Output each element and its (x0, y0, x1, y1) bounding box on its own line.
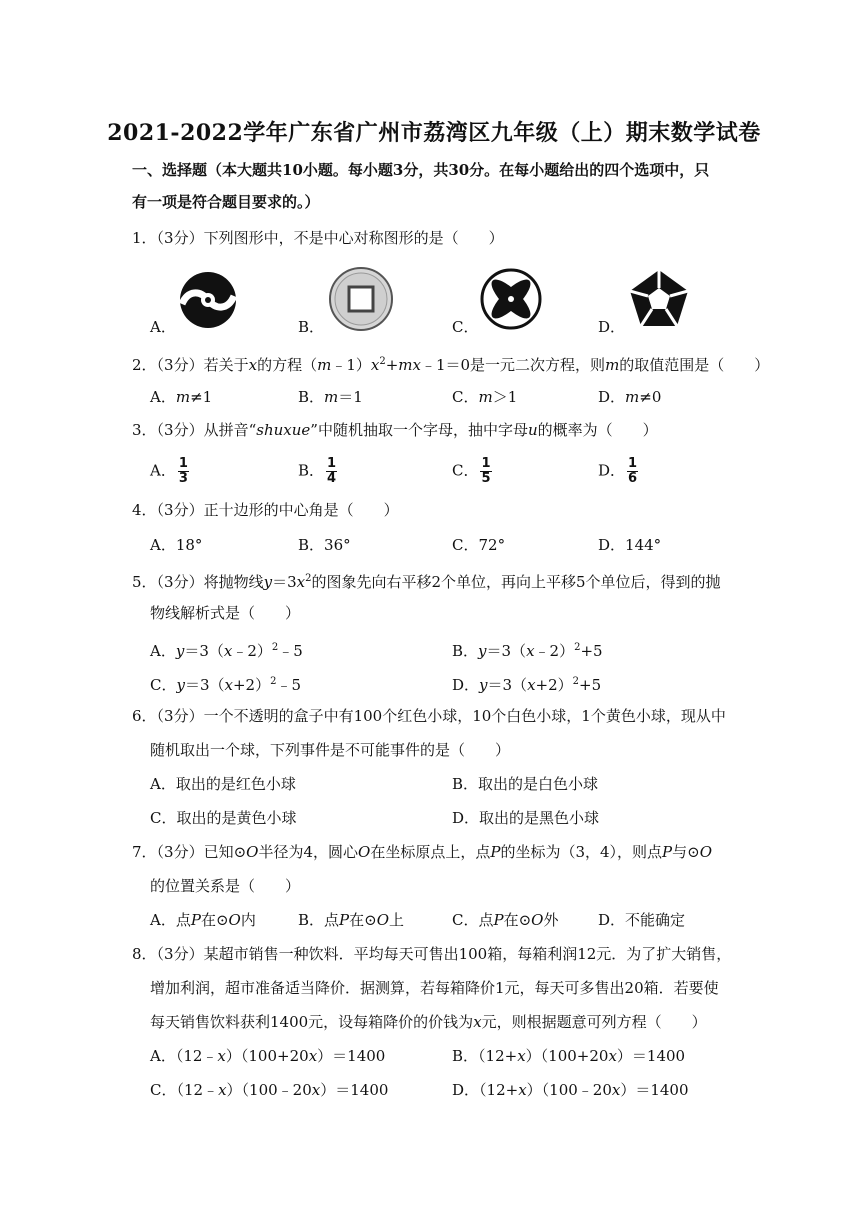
section-header-line2: 有一项是符合题目要求的。） (132, 193, 320, 211)
q3-option-b: B． $\frac{1}{4}$ (298, 456, 337, 486)
q5-stem-line1: 5．（3分）将抛物线$y=3x^2$的图象先向右平移2个单位，再向上平移5个单位后，得到的抛 (132, 573, 721, 591)
q2-option-d: D．m≠0 (598, 388, 662, 406)
q5-option-d: D．$y=3(x+2)^2+5$ (452, 676, 602, 694)
q4-option-d: D．144° (598, 536, 662, 554)
q5-option-b: B．y＝3（x﹣2）$^2$+5 (452, 642, 603, 660)
q2-option-a: A．m≠1 (150, 388, 213, 406)
q8-option-d: D．（12+x）（100﹣20x）＝1400 (452, 1081, 689, 1099)
q8-option-c: C．（12﹣x）（100﹣20x）＝1400 (150, 1081, 389, 1099)
q6-stem-line2: 随机取出一个球，下列事件是不可能事件的是（ ） (150, 741, 511, 759)
q8-option-b: B．（12+x）（100+20x）＝1400 (452, 1047, 686, 1065)
q1-figure-c (480, 268, 542, 330)
q6-option-b: B．取出的是白色小球 (452, 775, 599, 793)
q2-option-b: B．m＝1 (298, 388, 363, 406)
q6-option-a: A．取出的是红色小球 (150, 775, 296, 793)
q4-option-c: C．72° (452, 536, 506, 554)
q5-option-c: C．$y=3(x+2)^2﹣5$ (150, 676, 302, 694)
q3-stem: 3．（3分）从拼音“shuxue”中随机抽取一个字母，抽中字母u的概率为（ ） (132, 421, 658, 439)
q5-option-a: A．y＝3（x﹣2）$^2$﹣5 (150, 642, 303, 660)
q6-stem-line1: 6．（3分）一个不透明的盒子中有100个红色小球，10个白色小球，1个黄色小球，现从中 (132, 707, 726, 725)
q1-figure-d (626, 266, 692, 332)
q2-stem: 2．（3分）若关于x的方程$(m﹣1)x^2+mx﹣1=0$是一元二次方程，则m的取值范围是（ ） (132, 356, 770, 374)
q6-option-d: D．取出的是黑色小球 (452, 809, 600, 827)
q8-stem-line2: 增加利润，超市准备适当降价．据测算，若每箱降价1元，每天可多售出20箱．若要使 (150, 979, 719, 997)
q7-option-d: D．不能确定 (598, 911, 686, 929)
q1-stem: 1．（3分）下列图形中，不是中心对称图形的是（ ） (132, 229, 504, 247)
q7-stem-line2: 的位置关系是（ ） (150, 877, 301, 895)
q4-option-a: A．18° (150, 536, 203, 554)
q1-option-a-label: A． (150, 318, 176, 336)
page-title: 2021-2022学年广东省广州市荔湾区九年级（上）期末数学试卷 (107, 120, 761, 146)
q1-figure-a (178, 270, 238, 330)
section-header-line1: 一、选择题（本大题共10小题。每小题3分，共30分。在每小题给出的四个选项中，只 (132, 161, 710, 179)
q5-stem-line2: 物线解析式是（ ） (150, 604, 301, 622)
q2-option-c: C．m＞1 (452, 388, 518, 406)
q8-option-a: A．（12﹣x）（100+20x）＝1400 (150, 1047, 386, 1065)
q1-figure-b (328, 266, 394, 332)
q7-option-a: A．点P在⊙O内 (150, 911, 256, 929)
q1-option-b-label: B． (298, 318, 325, 336)
q8-stem-line3: 每天销售饮料获利1400元，设每箱降价的价钱为x元，则根据题意可列方程（ ） (150, 1013, 707, 1031)
q3-option-a: A． $\frac{1}{3}$ (150, 456, 188, 486)
q7-option-b: B．点P在⊙O上 (298, 911, 405, 929)
q6-option-c: C．取出的是黄色小球 (150, 809, 297, 827)
q4-option-b: B．36° (298, 536, 351, 554)
q1-option-c-label: C． (452, 318, 479, 336)
q3-option-c: C． $\frac{1}{5}$ (452, 456, 491, 486)
q7-option-c: C．点P在⊙O外 (452, 911, 559, 929)
q8-stem-line1: 8．（3分）某超市销售一种饮料．平均每天可售出100箱，每箱利润12元．为了扩大销售， (132, 945, 732, 963)
q4-stem: 4．（3分）正十边形的中心角是（ ） (132, 501, 399, 519)
q3-option-d: D． $\frac{1}{6}$ (598, 456, 638, 486)
q1-option-d-label: D． (598, 318, 626, 336)
q7-stem-line1: 7．（3分）已知⊙O半径为4，圆心O在坐标原点上，点P的坐标为（3，4），则点P与⊙O (132, 843, 713, 861)
